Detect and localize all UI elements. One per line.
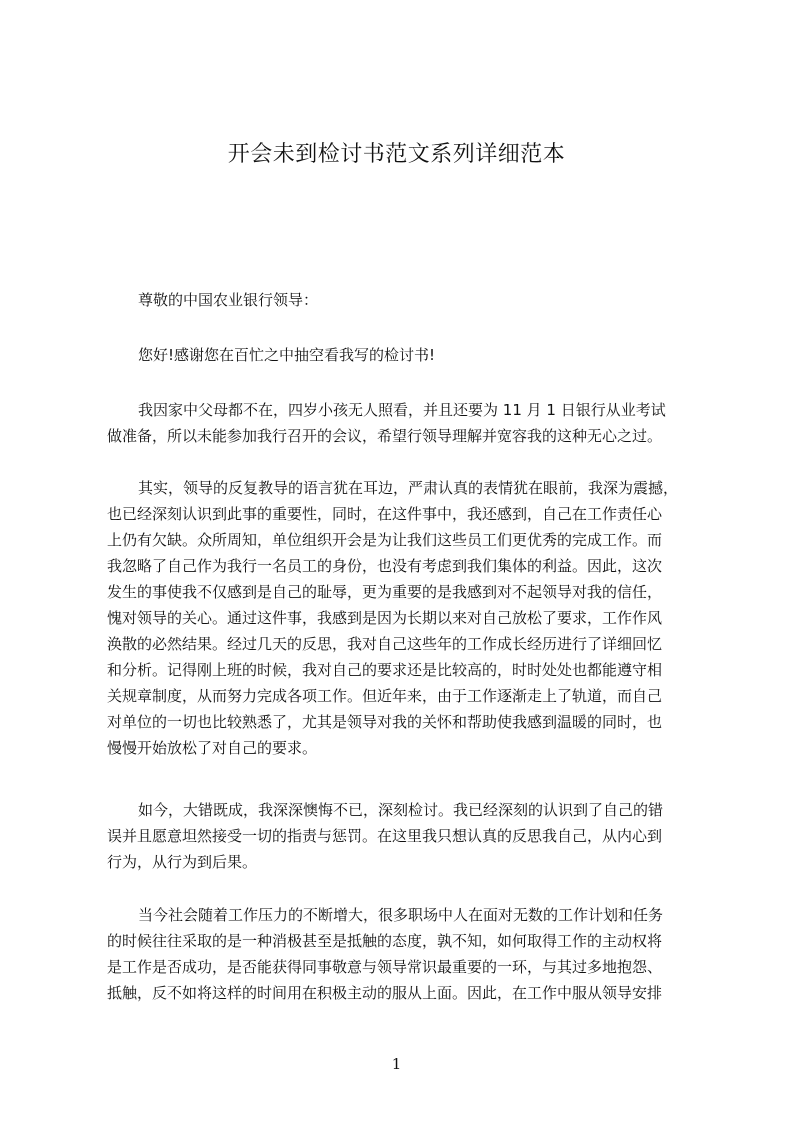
text-line: 上仍有欠缺。众所周知，单位组织开会是为让我们这些员工们更优秀的完成工作。而	[107, 531, 663, 549]
text-line: 和分析。记得刚上班的时候，我对自己的要求还是比较高的，时时处处也都能遵守相	[107, 661, 663, 679]
text-line: 也已经深刻认识到此事的重要性，同时，在这件事中，我还感到，自己在工作责任心	[107, 505, 663, 523]
text-line: 慢慢开始放松了对自己的要求。	[107, 739, 318, 757]
text-line: 的时候往往采取的是一种消极甚至是抵触的态度，孰不知，如何取得工作的主动权将	[107, 932, 663, 950]
text-line: 行为，从行为到后果。	[107, 853, 258, 871]
text-line: 抵触，反不如将这样的时间用在积极主动的服从上面。因此，在工作中服从领导安排	[107, 984, 663, 1002]
text-line: 当今社会随着工作压力的不断增大，很多职场中人在面对无数的工作计划和任务	[138, 906, 664, 924]
text-line: 对单位的一切也比较熟悉了，尤其是领导对我的关怀和帮助使我感到温暖的同时，也	[107, 713, 663, 731]
text-line: 我因家中父母都不在，四岁小孩无人照看，并且还要为 11 月 1 日银行从业考试	[138, 401, 666, 419]
text-line: 我忽略了自己作为我行一名员工的身份，也没有考虑到我们集体的利益。因此，这次	[107, 557, 663, 575]
paragraph-2	[107, 475, 699, 761]
text-line: 如今，大错既成，我深深懊悔不已，深刻检讨。我已经深刻的认识到了自己的错	[138, 801, 664, 819]
greeting: 您好!感谢您在百忙之中抽空看我写的检讨书!	[138, 346, 436, 364]
paragraph-4	[107, 902, 699, 1006]
salutation: 尊敬的中国农业银行领导：	[138, 291, 319, 309]
paragraph-3	[107, 797, 699, 875]
paragraph-1	[107, 397, 699, 449]
page-number: 1	[391, 1055, 402, 1073]
text-line: 涣散的必然结果。经过几天的反思，我对自己这些年的工作成长经历进行了详细回忆	[107, 635, 663, 653]
text-line: 愧对领导的关心。通过这件事，我感到是因为长期以来对自己放松了要求，工作作风	[107, 609, 663, 627]
text-line: 误并且愿意坦然接受一切的指责与惩罚。在这里我只想认真的反思我自己，从内心到	[107, 827, 663, 845]
text-line: 其实，领导的反复教导的语言犹在耳边，严肃认真的表情犹在眼前，我深为震撼，	[138, 479, 679, 497]
document-title: 开会未到检讨书范文系列详细范本	[227, 142, 566, 167]
text-line: 是工作是否成功，是否能获得同事敬意与领导常识最重要的一环，与其过多地抱怨、	[107, 958, 663, 976]
text-line: 做准备，所以未能参加我行召开的会议，希望行领导理解并宽容我的这种无心之过。	[107, 427, 663, 445]
text-line: 关规章制度，从而努力完成各项工作。但近年来，由于工作逐渐走上了轨道，而自己	[107, 687, 663, 705]
text-line: 发生的事使我不仅感到是自己的耻辱，更为重要的是我感到对不起领导对我的信任，	[107, 583, 663, 601]
